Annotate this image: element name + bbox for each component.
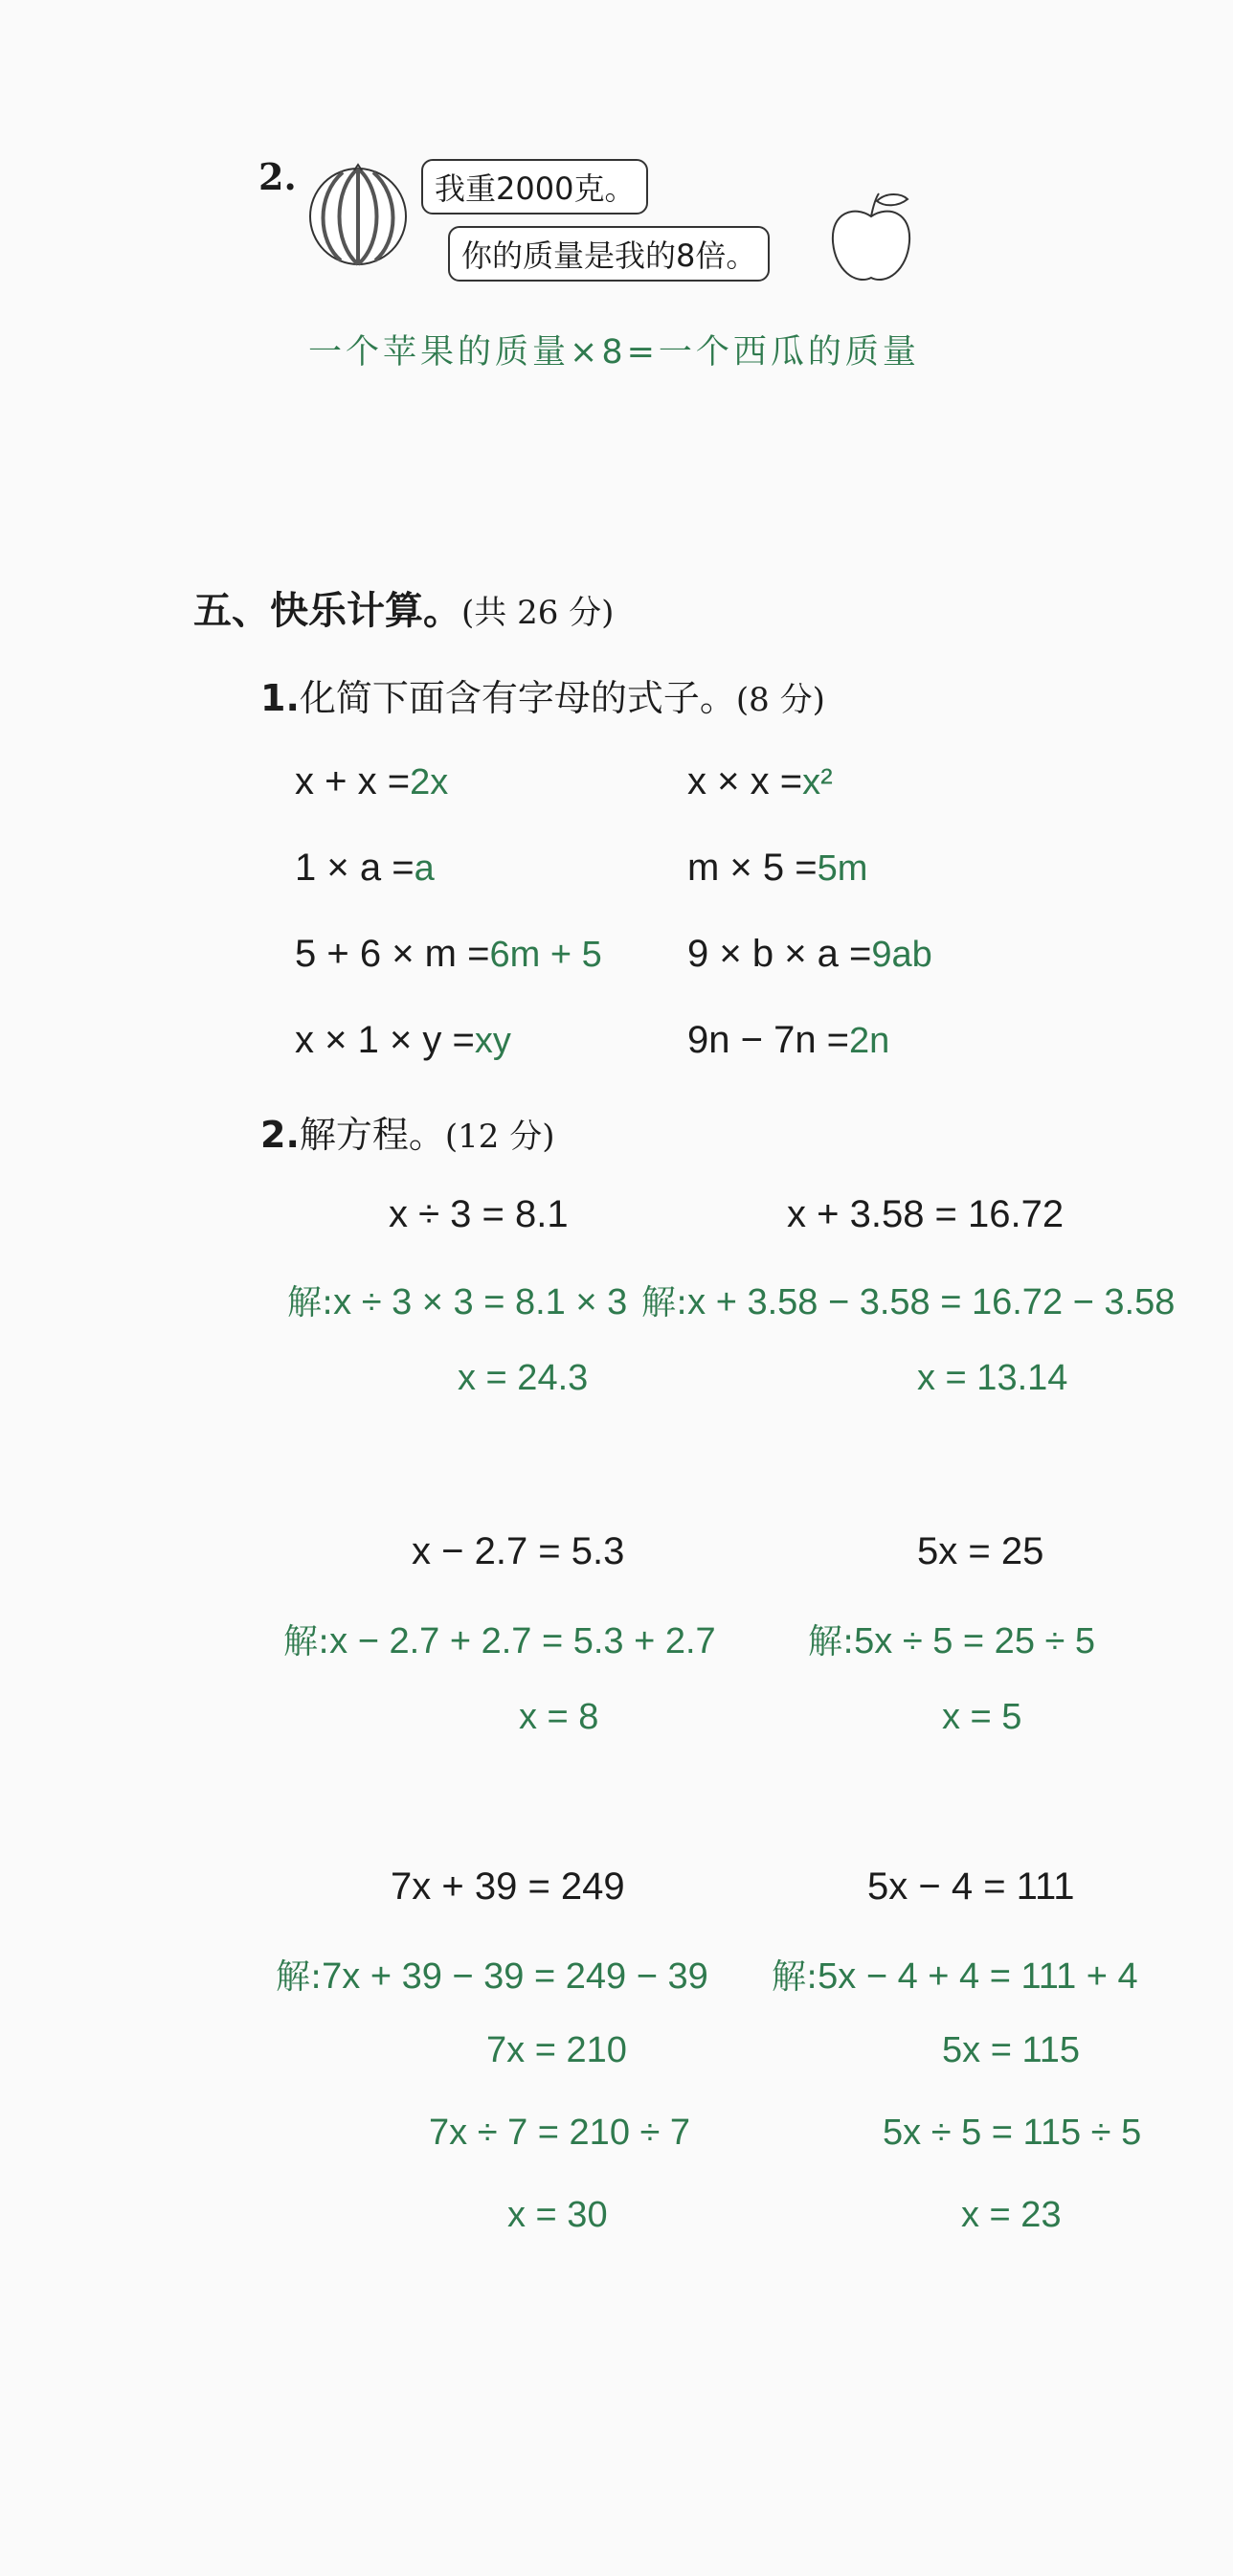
section5-points: (共 26 分) (461, 594, 615, 632)
watermelon-speech-bubble (421, 159, 648, 215)
equation-4-step-1 (808, 1615, 1095, 1663)
problem2-answer: 一个苹果的质量×8=一个西瓜的质量 (308, 333, 920, 372)
simplify-row-3-right (687, 933, 932, 976)
simplify-answer: xy (474, 1021, 511, 1061)
equation-5-step-3: 7x ÷ 7 = 210 ÷ 7 (429, 2113, 691, 2153)
equation-6: 5x − 4 = 111 (867, 1865, 1075, 1908)
solution-step: x + 3.58 − 3.58 = 16.72 − 3.58 (687, 1282, 1176, 1322)
simplify-answer: 5m (817, 848, 868, 889)
jie-label: 解: (772, 1957, 818, 1997)
equation-2-result: x = 13.14 (917, 1358, 1068, 1398)
section5-header (193, 580, 614, 635)
simplify-answer: 6m + 5 (489, 935, 602, 975)
equation-1: x ÷ 3 = 8.1 (389, 1193, 569, 1235)
bubble2-text: 你的质量是我的8倍。 (461, 237, 757, 274)
equation-6-step-2: 5x = 115 (942, 2030, 1081, 2070)
simplify-question: x + x = (295, 760, 411, 802)
simplify-answer: x² (802, 762, 833, 802)
equation-6-result: x = 23 (961, 2195, 1062, 2235)
equation-1-step-1 (287, 1276, 627, 1324)
equation-3-step-1 (283, 1615, 716, 1663)
simplify-question: 5 + 6 × m = (295, 933, 490, 975)
solution-step: 5x ÷ 5 = 25 ÷ 5 (854, 1621, 1096, 1661)
jie-label: 解: (283, 1622, 330, 1661)
apple-speech-bubble (448, 226, 770, 282)
jie-label: 解: (808, 1622, 855, 1661)
equation-2: x + 3.58 = 16.72 (787, 1193, 1065, 1235)
simplify-question: x × 1 × y = (295, 1019, 475, 1061)
solution-step: 5x − 4 + 4 = 111 + 4 (818, 1956, 1138, 1997)
equation-3: x − 2.7 = 5.3 (412, 1530, 625, 1572)
equation-4: 5x = 25 (917, 1530, 1044, 1572)
simplify-question: x × x = (687, 760, 803, 802)
equation-5-step-2: 7x = 210 (486, 2030, 627, 2070)
solution-step: x − 2.7 + 2.7 = 5.3 + 2.7 (329, 1621, 716, 1661)
simplify-answer: 9ab (871, 935, 932, 975)
part2-header (260, 1105, 555, 1158)
bubble1-text: 我重2000克。 (435, 170, 636, 207)
simplify-question: m × 5 = (687, 847, 818, 889)
jie-label: 解: (641, 1283, 688, 1322)
simplify-answer: 2x (410, 762, 449, 802)
equation-5-step-1 (276, 1950, 708, 1999)
simplify-question: 9 × b × a = (687, 933, 872, 975)
watermelon-icon (304, 161, 412, 268)
part2-title: 解方程。 (299, 1114, 445, 1156)
simplify-answer: a (414, 848, 435, 889)
equation-3-result: x = 8 (519, 1697, 599, 1737)
problem2-number: 2. (258, 155, 297, 198)
simplify-row-1-right (687, 760, 833, 803)
equation-1-result: x = 24.3 (458, 1358, 589, 1398)
equation-6-step-1 (772, 1950, 1138, 1999)
part1-points: (8 分) (735, 681, 825, 719)
equation-6-step-3: 5x ÷ 5 = 115 ÷ 5 (883, 2113, 1142, 2153)
simplify-question: 1 × a = (295, 847, 415, 889)
jie-label: 解: (287, 1283, 334, 1322)
equation-2-step-1 (641, 1276, 1175, 1324)
part2-points: (12 分) (444, 1118, 555, 1156)
simplify-row-4 (295, 1019, 511, 1062)
equation-5-result: x = 30 (507, 2195, 608, 2235)
part1-number: 1. (260, 677, 300, 719)
simplify-row-1 (295, 760, 448, 803)
simplify-answer: 2n (849, 1021, 890, 1061)
apple-icon (825, 188, 917, 287)
solution-step: x ÷ 3 × 3 = 8.1 × 3 (333, 1282, 628, 1322)
part2-number: 2. (260, 1114, 300, 1156)
part1-title: 化简下面含有字母的式子。 (299, 677, 736, 719)
simplify-row-3 (295, 933, 602, 976)
simplify-question: 9n − 7n = (687, 1019, 850, 1061)
section5-title: 五、快乐计算。 (193, 589, 461, 633)
simplify-row-2 (295, 847, 435, 890)
solution-step: 7x + 39 − 39 = 249 − 39 (322, 1956, 708, 1997)
simplify-row-2-right (687, 847, 867, 890)
equation-4-result: x = 5 (942, 1697, 1022, 1737)
simplify-row-4-right (687, 1019, 889, 1062)
part1-header (260, 668, 825, 721)
jie-label: 解: (276, 1957, 323, 1997)
equation-5: 7x + 39 = 249 (391, 1865, 625, 1908)
